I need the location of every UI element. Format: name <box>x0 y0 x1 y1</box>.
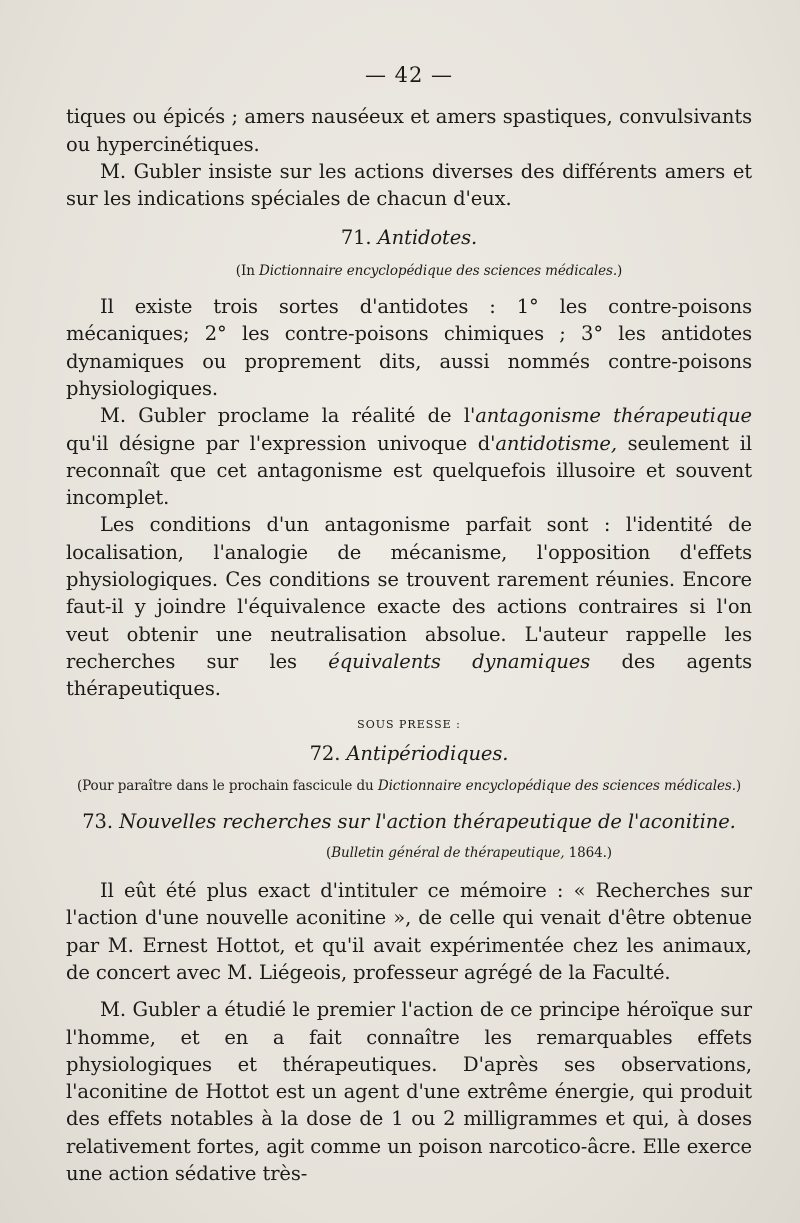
s71-p3-b: équivalents dynamiques <box>328 649 591 673</box>
section-72-title: Antipériodiques. <box>346 741 509 765</box>
section-71-paragraph-2 <box>66 402 752 511</box>
section-71-paragraph-3 <box>66 511 752 702</box>
section-73-heading <box>66 808 752 835</box>
section-73-title: Nouvelles recherches sur l'action thérapeutique de l'aconitine. <box>119 810 736 834</box>
s71-p2-e: seulement il reconnaît que cet antagonisme est quelquefois illusoire et souvent incomplet. <box>66 431 752 510</box>
section-71-title: Antidotes. <box>377 226 478 250</box>
page-number: — 42 — <box>364 63 454 87</box>
section-71-source-title: Dictionnaire encyclopédique des sciences médicales. <box>258 262 618 279</box>
section-73-source-prefix: ( <box>326 844 332 861</box>
section-72-source-suffix: ) <box>735 778 742 795</box>
s71-p2-a: M. Gubler proclame la réalité de l' <box>100 404 476 428</box>
s71-p2-b: antagonisme thérapeutique <box>475 404 752 428</box>
section-73-number: 73. <box>82 810 113 834</box>
section-71-source-suffix: ) <box>617 262 623 279</box>
section-73-paragraph-1: Il eût été plus exact d'intituler ce mémoire : « Recherches sur l'action d'une nouvelle aconitine », de celle qui venait d'être obtenue par M. Ernest Hottot, et qu'il avait expérimentée chez les animaux, de concert avec M. Liégeois, professeur agrégé de la Faculté. <box>66 879 752 984</box>
section-71-heading <box>66 224 752 251</box>
section-72-source-prefix: (Pour paraître dans le prochain fascicule du <box>76 778 378 795</box>
section-72-number: 72. <box>309 741 341 765</box>
section-71-paragraph-1: Il existe trois sortes d'antidotes : 1° les contre-poisons mécaniques; 2° les contre-poisons chimiques ; 3° les antidotes dynamiques ou proprement dits, aussi nommés contre-poisons physiologiques. <box>66 295 752 400</box>
section-73-source <box>186 840 752 867</box>
s71-p3-a: Les conditions d'un antagonisme parfait sont : l'identité de localisation, l'analogie de mécanisme, l'opposition d'effets physiologiques. Ces conditions se trouvent rarement réunies. Encore faut-il y joindre l'équivalence exacte des actions contraires si l'on veut obtenir une neutralisation absolue. L'auteur rappelle les recherches sur les <box>66 513 752 673</box>
section-73-paragraph-2: M. Gubler a étudié le premier l'action de ce principe héroïque sur l'homme, et en a fait connaître les remarquables effets physiologiques et thérapeutiques. D'après ses observations, l'aconitine de Hottot est un agent d'une extrême énergie, qui produit des effets notables à la dose de 1 ou 2 milligrammes et qui, à doses relativement fortes, agit comme un poison narcotico-âcre. Elle exerce une action sédative très- <box>66 998 752 1185</box>
section-72-source <box>66 773 752 800</box>
s71-p3-c: des agents thérapeutiques. <box>66 649 752 701</box>
paragraph-gubler-amers: M. Gubler insiste sur les actions diverses des différents amers et sur les indications spéciales de chacun d'eux. <box>66 159 752 211</box>
paragraph-intro: tiques ou épicés ; amers nauséeux et amers spastiques, convulsivants ou hypercinétiques. <box>66 105 752 156</box>
section-71-source-prefix: (In <box>235 262 259 279</box>
section-71-number: 71. <box>340 226 372 250</box>
section-72-source-title: Dictionnaire encyclopédique des sciences médicales. <box>377 778 736 795</box>
sous-presse-label: SOUS PRESSE : <box>357 717 461 731</box>
page-text-block <box>66 62 752 1187</box>
section-71-source <box>106 258 752 285</box>
section-73-source-suffix: 1864.) <box>564 844 612 861</box>
section-73-source-title: Bulletin général de thérapeutique, <box>331 844 565 861</box>
s71-p2-d: antidotisme, <box>495 431 617 455</box>
section-72-heading <box>66 740 752 767</box>
s71-p2-c: qu'il désigne par l'expression univoque d' <box>66 431 496 455</box>
